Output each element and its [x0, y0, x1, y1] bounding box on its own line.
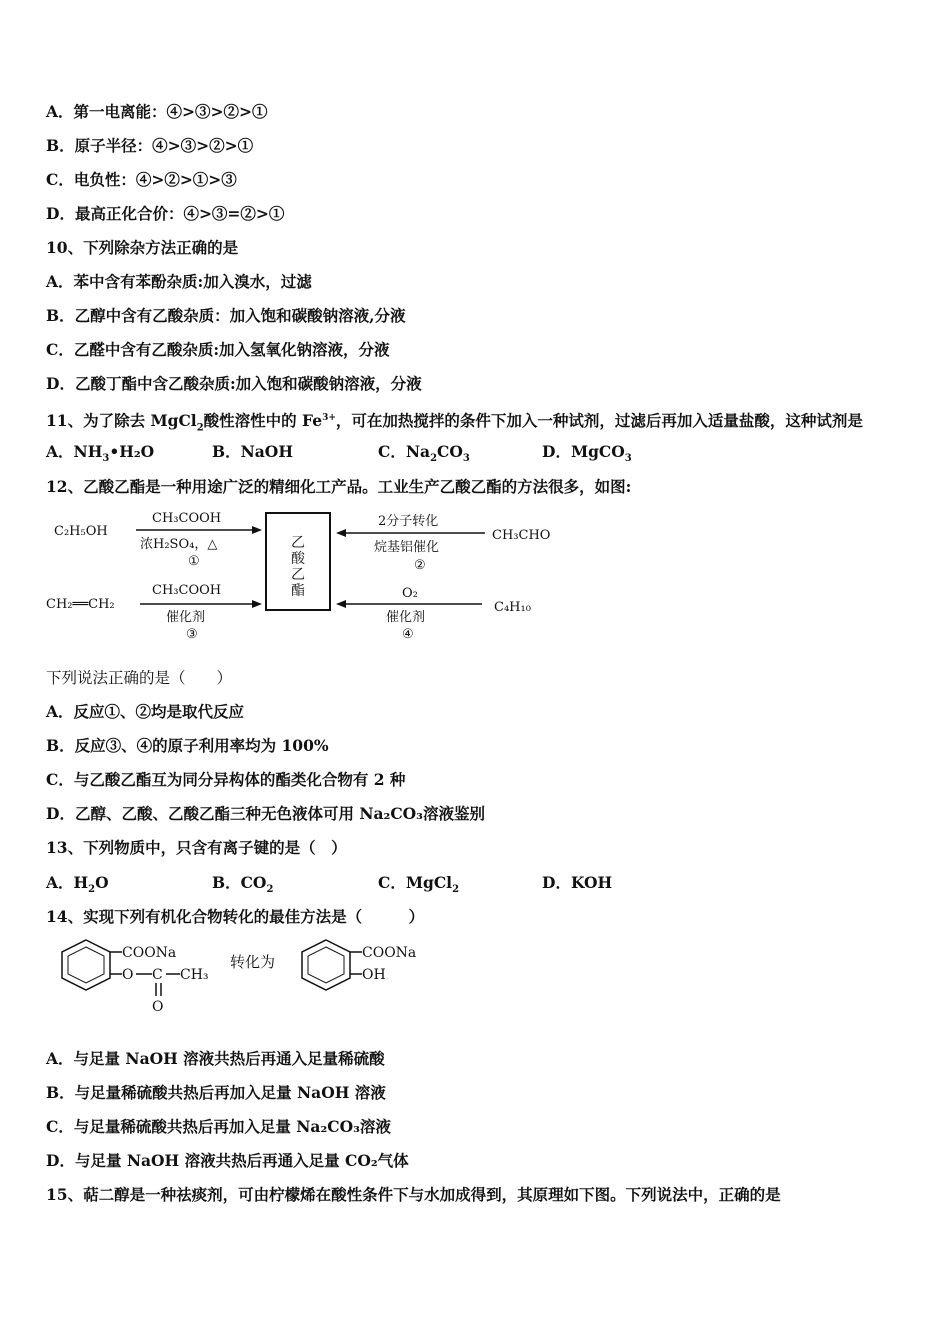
left-ch3: CH₃ [180, 967, 209, 983]
q13-stem: 13、下列物质中，只含有离子键的是（ ） [46, 838, 347, 857]
reaction3-reactant: CH₂══CH₂ [46, 597, 115, 612]
q15-stem: 15、萜二醇是一种祛痰剂，可由柠檬烯在酸性条件下与水加成得到，其原理如下图。下列说法中，正确的是 [46, 1185, 781, 1204]
q14-option-a: A．与足量 NaOH 溶液共热后再通入足量稀硫酸 [46, 1049, 385, 1068]
reaction4-reagent: O₂ [402, 586, 418, 601]
q10-stem: 10、下列除杂方法正确的是 [46, 238, 239, 257]
right-coona: COONa [362, 945, 417, 961]
reaction1-reactant: C₂H₅OH [54, 524, 108, 539]
q9-option-a: A．第一电离能：④>③>②>① [46, 102, 268, 121]
product-char-3: 乙 [291, 567, 305, 583]
product-char-4: 酯 [291, 583, 305, 599]
q11-option-a: A．$NH_3•H_2O$ [46, 442, 155, 465]
q13-option-a: A．$H_2O$ [46, 873, 109, 896]
reaction3-condition: 催化剂 [166, 610, 206, 625]
q12-option-d: D．乙醇、乙酸、乙酸乙酯三种无色液体可用 Na₂CO₃溶液鉴别 [46, 804, 485, 823]
reaction1-number: ① [188, 554, 200, 569]
product-char-2: 酸 [291, 551, 305, 567]
q12-option-b: B．反应③、④的原子利用率均为 100% [46, 736, 329, 755]
q14-structure-diagram [44, 934, 464, 1024]
transform-label: 转化为 [230, 953, 276, 971]
reaction1-reagent: CH₃COOH [152, 511, 222, 526]
q13-option-d: D．KOH [542, 873, 613, 892]
q14-option-b: B．与足量稀硫酸共热后再加入足量 NaOH 溶液 [46, 1083, 386, 1102]
q12-stem: 12、乙酸乙酯是一种用途广泛的精细化工产品。工业生产乙酸乙酯的方法很多，如图: [46, 477, 632, 496]
right-benzene-inner [308, 947, 344, 983]
q9-option-b: B．原子半径：④>③>②>① [46, 136, 254, 155]
left-carbonyl-c: C [152, 967, 163, 983]
q14-option-c: C．与足量稀硫酸共热后再加入足量 Na₂CO₃溶液 [46, 1117, 391, 1136]
q10-option-d: D．乙酸丁酯中含乙酸杂质:加入饱和碳酸钠溶液，分液 [46, 374, 422, 393]
reaction4-reactant: C₄H₁₀ [494, 600, 531, 615]
q12-prompt: 下列说法正确的是（ ） [46, 669, 233, 687]
reaction2-condition: 烷基铝催化 [374, 540, 440, 555]
reaction4-arrowhead [336, 600, 346, 608]
right-oh: OH [362, 967, 386, 983]
q10-option-b: B．乙醇中含有乙酸杂质：加入饱和碳酸钠溶液,分液 [46, 306, 406, 325]
left-carbonyl-o: O [152, 999, 164, 1015]
ethyl-acetate-synthesis-diagram [40, 505, 580, 645]
q14-option-d: D．与足量 NaOH 溶液共热后再通入足量 CO₂气体 [46, 1151, 409, 1170]
q10-option-a: A．苯中含有苯酚杂质:加入溴水，过滤 [46, 272, 312, 291]
q13-option-c: C．MgCl$_2$ [378, 873, 460, 896]
q12-option-a: A．反应①、②均是取代反应 [46, 702, 245, 721]
left-benzene-inner [68, 947, 104, 983]
reaction4-condition: 催化剂 [386, 610, 426, 625]
q10-option-c: C．乙醛中含有乙酸杂质:加入氢氧化钠溶液，分液 [46, 340, 390, 359]
left-ester-o: O [122, 967, 134, 983]
q11-option-b: B．NaOH [212, 442, 293, 461]
left-coona: COONa [122, 945, 177, 961]
reaction2-reactant: CH₃CHO [492, 528, 551, 543]
q14-stem: 14、实现下列有机化合物转化的最佳方法是（ ） [46, 907, 425, 926]
q13-option-b: B．$CO_2$ [212, 873, 274, 896]
reaction3-reagent: CH₃COOH [152, 583, 222, 598]
q9-option-c: C．电负性：④>②>①>③ [46, 170, 237, 189]
reaction4-number: ④ [402, 627, 414, 642]
q9-option-d: D．最高正化合价：④>③=②>① [46, 204, 285, 223]
reaction1-arrowhead [252, 526, 262, 534]
q11-option-d: D．MgCO$_3$ [542, 442, 632, 465]
q12-option-c: C．与乙酸乙酯互为同分异构体的酯类化合物有 2 种 [46, 770, 406, 789]
reaction3-arrowhead [252, 600, 262, 608]
q11-stem: 11、为了除去 MgCl$_2$酸性溶性中的 $Fe^{3+}$，可在加热搅拌的条件下加入一种试剂，过滤后再加入适量盐酸，这种试剂是 [46, 411, 863, 434]
reaction2-number: ② [414, 558, 426, 573]
reaction3-number: ③ [186, 627, 198, 642]
reaction2-arrowhead [336, 529, 346, 537]
reaction1-condition: 浓H₂SO₄，△ [140, 537, 218, 552]
q11-option-c: C．$Na_2CO_3$ [378, 442, 470, 465]
reaction2-reagent: 2分子转化 [378, 514, 439, 529]
product-char-1: 乙 [291, 535, 305, 551]
